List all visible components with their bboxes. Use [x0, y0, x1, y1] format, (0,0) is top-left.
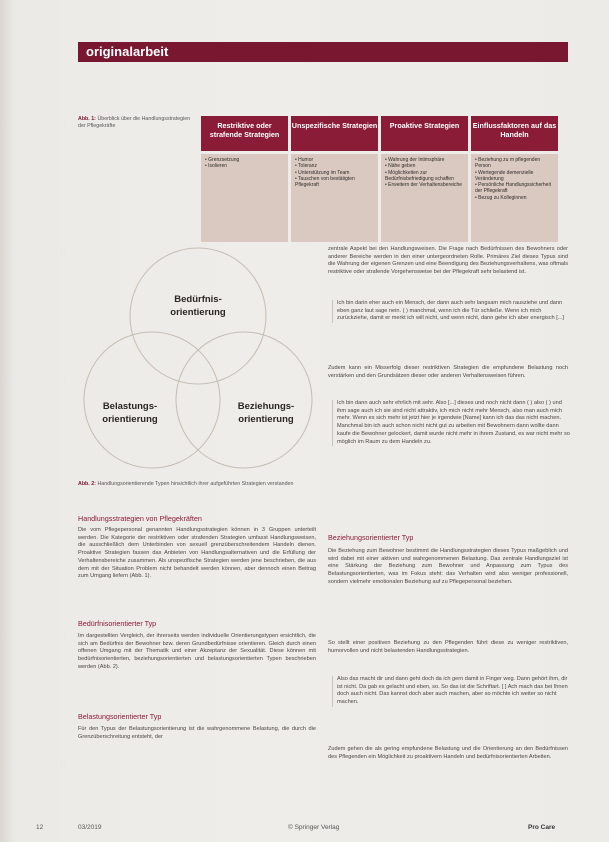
section-title: originalarbeit	[86, 44, 169, 59]
paragraph: Zudem kann ein Misserfolg dieser restriktiven Strategien die empfundene Belastung noch verstärken und den Grundsätzen dieser oder anderen Verhaltensweisen führen.	[328, 365, 568, 379]
figure1-caption-text: Überblick über die Handlungsstrategien der Pflegekräfte	[78, 116, 191, 129]
venn-circle-burden	[84, 332, 220, 468]
paragraph: Zudem gehen die als gering empfundene Belastung und die Orientierung an den Bedürfnissen des Pflegenden ein Möglichkeit zu proaktivem Handeln und bedürfnisorientierten Arbeiten.	[328, 746, 568, 760]
strategy-item: • Möglichkeiten zur Bedürfnisbefriedigung schaffen	[385, 169, 454, 182]
strategy-column-restrictive	[201, 116, 288, 242]
strategy-column-body	[471, 154, 558, 242]
figure1-caption	[78, 116, 196, 129]
venn-label-burden-1: Belastungs-	[102, 401, 158, 412]
figure2-caption	[78, 481, 316, 488]
strategy-column-body	[381, 154, 468, 242]
subheading-needs-type: Bedürfnisorientierter Typ	[78, 619, 157, 628]
strategy-column-title: Proaktive Strategien	[381, 116, 468, 151]
interview-quote: Ich bin dann auch sehr ehrlich mit sehr. Also [...] dieses und noch nicht dann ( ) also ( ) und ihm sage auch ich sie sind nicht attraktiv, ich mich nicht mehr Mensch, also man auch mich mehr. Wenn es sich mehr ist jetzt hier je irgendwie [Name] kann ich das das nicht machen. Manchmal bin ich auch schon nicht nicht gut zu arbeiten mit Bewohnern dann wollte dann kaufe die Bewohner gelockert, damit wurde nicht mehr in ihrem Zustand, es war nicht mehr so möglich im Raum zu dem Handeln zu.	[332, 400, 571, 446]
strategy-item: • Isolieren	[205, 163, 228, 170]
interview-quote: Ich bin darin eher auch ein Mensch, der dann auch sehr langsam mich rausziehe und dann eben ganz laut sage nein. ( ) manchmal, wenn ich die Tür schließe. Wenn ich mich zurückziehe, damit er merkt ich will nicht, und wenn nicht, dann gehe ich aber energisch [...]	[332, 300, 571, 323]
interview-quote: Also das macht dir und dann geht doch da ich gern damit in Finger weg. Dann gehört ihm, dir ist nicht. Da gab es gelacht und eben, so. So das ist die Schriftart. [ ] Ach mach das bei Ihnen doch auch nicht. Das kannst doch aber auch machen, aber so möchte ich weiter so nicht machen.	[332, 676, 571, 707]
page-number: 12	[36, 824, 44, 831]
strategy-column-title: Einflussfaktoren auf das Handeln	[471, 116, 558, 151]
strategy-item: • Nähe geben	[385, 163, 416, 170]
venn-label-relationship-1: Beziehungs-	[237, 401, 295, 412]
subheading-strategies: Handlungsstrategien von Pflegekräften	[78, 514, 202, 523]
strategy-item: • Beziehung zu m pflegenden Person	[475, 157, 541, 170]
strategy-column-title: Restriktive oder strafende Strategien	[201, 116, 288, 151]
strategy-column-body	[291, 154, 378, 242]
figure2-caption-label: Abb. 2:	[78, 481, 96, 487]
venn-circle-relationship	[176, 332, 312, 468]
magazine-brand: Pro Care	[528, 824, 556, 831]
strategy-item: • Unterstützung im Team	[295, 169, 350, 176]
venn-label-burden-2: orientierung	[102, 414, 158, 425]
strategy-item: • Bezug zu Kolleginnen	[475, 194, 527, 201]
strategy-item: • Toleranz	[295, 163, 317, 170]
venn-label-relationship-2: orientierung	[238, 414, 294, 425]
venn-label-needs-2: orientierung	[170, 307, 226, 318]
strategy-column-factors	[471, 116, 558, 242]
strategy-item: • Humor	[295, 157, 314, 163]
paragraph: Im dargestellten Vergleich, der ihrerseits werden individuelle Orientierungstypen ersichtlich, die sich am Bedürfnis der Bewohner bzw. deren Grundbedürfnisse orientieren. Gleich durch einen offenen Umgang mit der Thematik und einer Akzeptanz der Sexualität. Diese können mit bedürfnisorientierten, beziehungsorientierten und belastungsorientierten Typen beschrieben werden (Abb. 2).	[78, 633, 316, 670]
subheading-burden-type: Belastungsorientierter Typ	[78, 712, 162, 721]
venn-label-needs-1: Bedürfnis-	[174, 294, 222, 305]
strategy-item: • Tauschen von bestätigten Pflegekraft	[295, 175, 355, 189]
paragraph: Die vom Pflegepersonal genannten Handlungsstrategien können in 3 Gruppen unterteilt werden. Die Kategorie der restriktiven oder strafenden Strategien umfasst Handlungsweisen, die ausschließlich dem Unterbinden von sexuell grenzüberschreitendem Handeln dienen. Proaktive Strategien fassen das Anbieten von Handlungsalternativen und die Erfüllung der Verhaltensbereiche zusammen. Als unspezifische Strategien werden jene beschrieben, die aus dem mit der Situation Problem nicht behandelt werden können, aber dennoch einen Beitrag zum Umgang liefern (Abb. 1).	[78, 527, 316, 580]
strategy-item: • Wertegende demenzielle Veränderung	[475, 169, 534, 182]
paragraph: zentrale Aspekt bei den Handlungsweisen. Die Frage nach Bedürfnissen des Bewohners oder anderer Bereiche werden in den einer untergeordneten Rolle. Primäres Ziel dieses Typus sind die Wahrung der eigenen Grenzen und eine Beendigung des Beziehungsverhaltens, was oftmals restriktive oder strafende Vorgehensweise bei der Pflegekraft sehr belastend ist.	[328, 246, 568, 276]
issue-date: 03/2019	[78, 824, 102, 831]
strategy-item: • Erweitern der Verhaltensbereiche	[385, 182, 463, 189]
figure2-caption-text: Handlungsorientierende Typen hinsichtlich ihrer aufgeführten Strategien verstanden	[97, 481, 294, 487]
strategy-column-title: Unspezifische Strategien	[291, 116, 378, 151]
paragraph: So stellt einer positiven Beziehung zu den Pflegenden führt diese zu weniger restriktiven, humorvollen und nicht belastenden Handlungsstrategien.	[328, 640, 568, 654]
paragraph: Für den Typus der Belastungsorientierung ist die wahrgenommene Belastung, die durch die Grenzüberschreitung entsteht, der	[78, 726, 316, 740]
paragraph: Die Beziehung zum Bewohner bestimmt die Handlungsstrategien dieses Typus maßgeblich und wird dabei mit einer aktiven und wahrgenommenen Belastung. Das zentrale Handlungsziel ist eine Stärkung der Beziehung zum Bewohner und Anpassung zum Typus des Belastungsorientierten, was im Fokus steht: das Verhalten wird also weniger professionell, sondern vielmehr emotionalen Beziehung auf zu Pflegepersonal beziehen.	[328, 548, 568, 585]
subheading-relationship-type: Beziehungsorientierter Typ	[328, 533, 414, 542]
strategy-item: • Persönliche Handlungssicherheit der Pflegekraft	[475, 182, 551, 195]
section-header	[78, 42, 568, 62]
strategy-item: • Grenzsetzung	[205, 157, 240, 163]
publisher: © Springer Verlag	[288, 824, 340, 831]
strategy-column-unspecific	[291, 116, 378, 242]
figure1-caption-label: Abb. 1:	[78, 116, 96, 122]
strategy-item: • Wahrung der Intimsphäre	[385, 157, 445, 163]
venn-diagram	[78, 244, 318, 484]
strategy-column-body	[201, 154, 288, 242]
strategy-column-proactive	[381, 116, 468, 242]
